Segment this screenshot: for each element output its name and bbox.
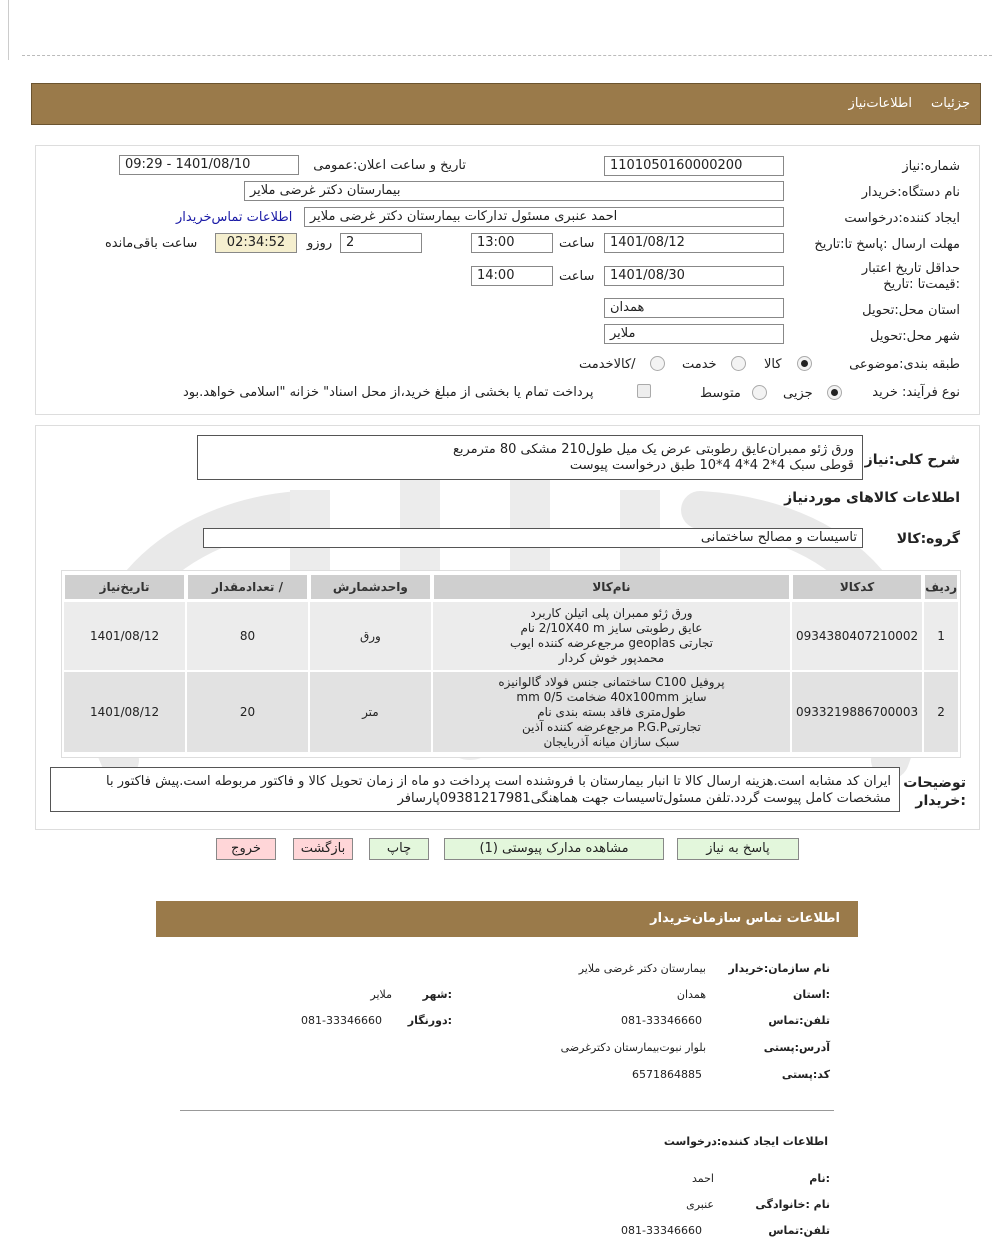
th-row: ردیف: [924, 574, 958, 600]
family-label: نام :خانوادگی: [755, 1198, 830, 1211]
process-label: نوع فرآیند: خرید: [872, 385, 960, 400]
contact-city-label: :شهر: [422, 988, 452, 1001]
validity-date-field: 1401/08/30: [604, 266, 784, 286]
name-line: تجارتیP.G.P مرجع‌عرضه کننده آذین: [522, 719, 701, 734]
reply-button[interactable]: پاسخ به نیاز: [677, 838, 799, 860]
city-field: ملایر: [604, 324, 784, 344]
remaining-field: 02:34:52: [215, 233, 297, 253]
cell-date: 1401/08/12: [64, 672, 185, 752]
name-label: :نام: [809, 1172, 830, 1185]
exit-button[interactable]: خروج: [216, 838, 276, 860]
validity-time-label: ساعت: [559, 269, 595, 284]
cell-qty: 20: [187, 672, 308, 752]
category-label: طبقه بندی:موضوعی: [849, 357, 960, 372]
need-number-field: 1101050160000200: [604, 156, 784, 176]
radio-medium-label: متوسط: [700, 386, 741, 401]
th-qty: / تعدادمقدار: [187, 574, 308, 600]
view-docs-button[interactable]: مشاهده مدارک پیوستی (1): [444, 838, 664, 860]
creator-phone-label: تلفن:تماس: [768, 1224, 830, 1237]
items-table: [62, 572, 960, 754]
radio-goods-service-label: /کالاخدمت: [579, 357, 636, 372]
buyer-notes-label-2: :خریدار: [915, 793, 966, 809]
name-value: احمد: [692, 1172, 714, 1185]
print-button[interactable]: چاپ: [369, 838, 429, 860]
radio-goods[interactable]: [797, 356, 812, 371]
deadline-time-field: 13:00: [471, 233, 553, 253]
radio-partial[interactable]: [827, 385, 842, 400]
fax-value: 081-33346660: [301, 1014, 382, 1027]
cell-unit: متر: [310, 672, 431, 752]
table-row: [64, 602, 958, 670]
cell-unit: ورق: [310, 602, 431, 670]
cell-name: [433, 672, 790, 752]
announce-label: تاریخ و ساعت اعلان:عمومی: [313, 158, 466, 173]
contact-title: اطلاعات تماس سازمان‌خریدار: [650, 911, 840, 926]
buyer-org-field: بیمارستان دکتر غرضی ملایر: [244, 181, 784, 201]
group-label: گروه:کالا: [896, 531, 960, 547]
tab-details[interactable]: جزئیات: [931, 96, 970, 111]
contact-link[interactable]: اطلاعات تماس‌خریدار: [176, 210, 293, 225]
postal-value: 6571864885: [632, 1068, 702, 1081]
name-line: سبک سازان میانه آذربایجان: [543, 734, 680, 749]
th-date: تاریخ‌نیاز: [64, 574, 185, 600]
province-label: استان محل:تحویل: [862, 303, 960, 318]
radio-goods-service[interactable]: [650, 356, 665, 371]
table-header-row: [64, 574, 958, 600]
phone-label: تلفن:تماس: [768, 1014, 830, 1027]
th-unit: واحدشمارش: [310, 574, 431, 600]
fax-label: :دورنگار: [407, 1014, 452, 1027]
contact-divider: [180, 1110, 834, 1111]
table-row: [64, 672, 958, 752]
cell-idx: 2: [924, 672, 958, 752]
buyer-notes-line-1: ایران کد مشابه است.هزینه ارسال کالا تا انبار بیمارستان با فروشنده است پرداخت دو ماه از زمان تحویل کالا و فاکتور مربوطه است.پیش فاکتور با: [105, 774, 891, 789]
name-line: طول‌متری فاقد بسته بندی نام: [537, 704, 686, 719]
address-value: بلوار نبوت‌بیمارستان دکترغرضی: [560, 1041, 706, 1054]
org-label: نام سازمان:خریدار: [728, 962, 830, 975]
cell-code: 0933219886700003: [792, 672, 922, 752]
cell-idx: 1: [924, 602, 958, 670]
days-field: 2: [340, 233, 422, 253]
validity-label: حداقل تاریخ اعتبار :قیمت‌تا :تاریخ: [861, 261, 960, 292]
cell-name: [433, 602, 790, 670]
buyer-notes-box: [50, 767, 900, 812]
group-field: تاسیسات و مصالح ساختمانی: [203, 528, 863, 548]
need-number-label: شماره:نیاز: [902, 159, 960, 174]
name-line: عایق رطوبتی سایز 2/10X40 m نام: [520, 621, 703, 635]
name-line: تجارتی geoplas مرجع‌عرضه کننده ایوب: [509, 636, 713, 650]
creator-field: احمد عنبری مسئول تدارکات بیمارستان دکتر غرضی ملایر: [304, 207, 784, 227]
name-line: پروفیل C100 ساختمانی جنس فولاد گالوانیزه: [498, 674, 725, 689]
radio-service-label: خدمت: [682, 357, 717, 372]
name-line: ورق ژئو ممبران پلی اتیلن کاربرد: [530, 606, 693, 620]
left-border: [8, 0, 9, 60]
creator-phone-value: 081-33346660: [621, 1224, 702, 1237]
phone-value: 081-33346660: [621, 1014, 702, 1027]
th-name: نام‌کالا: [433, 574, 790, 600]
postal-label: کد:پستی: [781, 1068, 830, 1081]
family-value: عنبری: [686, 1198, 714, 1211]
contact-province-label: :استان: [793, 988, 830, 1001]
cell-code: 0934380407210002: [792, 602, 922, 670]
buyer-notes-label-1: توضیحات: [903, 775, 966, 791]
desc-box: [197, 435, 863, 480]
treasury-checkbox[interactable]: [637, 384, 651, 398]
buyer-notes-line-2: مشخصات کامل پیوست گردد.تلفن مسئول‌تاسیسات جهت هماهنگی09381217981پارسافر: [397, 791, 891, 806]
announce-field: 1401/08/10 - 09:29: [119, 155, 299, 175]
deadline-label: مهلت ارسال :پاسخ تا:تاریخ: [814, 237, 960, 252]
name-line: سایز 40x100mm ضخامت 0/5 mm: [516, 689, 707, 704]
payment-note: پرداخت تمام یا بخشی از مبلغ خرید،از محل اسناد" خزانه "اسلامی خواهد.بود: [183, 385, 594, 400]
org-value: بیمارستان دکتر غرضی ملایر: [578, 962, 706, 975]
cell-date: 1401/08/12: [64, 602, 185, 670]
province-field: همدان: [604, 298, 784, 318]
cell-qty: 80: [187, 602, 308, 670]
desc-line-1: ورق ژئو ممبران‌عایق رطوبتی عرض یک میل طول210 مشکی 80 مترمربع: [452, 442, 854, 457]
back-button[interactable]: بازگشت: [293, 838, 353, 860]
days-label: روزو: [307, 236, 333, 251]
contact-city-value: ملایر: [370, 988, 392, 1001]
tab-need-info[interactable]: اطلاعات‌نیاز: [848, 96, 912, 111]
city-label: شهر محل:تحویل: [870, 329, 960, 344]
name-line: محمدپور خوش کردار: [558, 651, 665, 665]
creator-info-title: اطلاعات ایجاد کننده:درخواست: [663, 1135, 828, 1148]
radio-partial-label: جزیی: [783, 386, 813, 401]
buyer-org-label: نام دستگاه:خریدار: [861, 185, 960, 200]
radio-goods-label: کالا: [764, 357, 782, 372]
top-divider: [22, 55, 992, 56]
radio-service[interactable]: [731, 356, 746, 371]
remaining-label: ساعت باقی‌مانده: [105, 236, 198, 251]
goods-info-title: اطلاعات کالاهای موردنیاز: [784, 490, 960, 506]
desc-label: شرح کلی:نیاز: [864, 452, 960, 468]
radio-medium[interactable]: [752, 385, 767, 400]
contact-header: [156, 901, 858, 937]
creator-label: ایجاد کننده:درخواست: [844, 211, 960, 226]
contact-province-value: همدان: [676, 988, 706, 1001]
validity-time-field: 14:00: [471, 266, 553, 286]
deadline-time-label: ساعت: [559, 236, 595, 251]
deadline-date-field: 1401/08/12: [604, 233, 784, 253]
th-code: کدکالا: [792, 574, 922, 600]
address-label: آدرس:پستی: [763, 1041, 830, 1054]
desc-line-2: قوطی سبک 4*2 4*4 4*10 طبق درخواست پیوست: [569, 458, 854, 473]
header-bar: [31, 83, 981, 125]
